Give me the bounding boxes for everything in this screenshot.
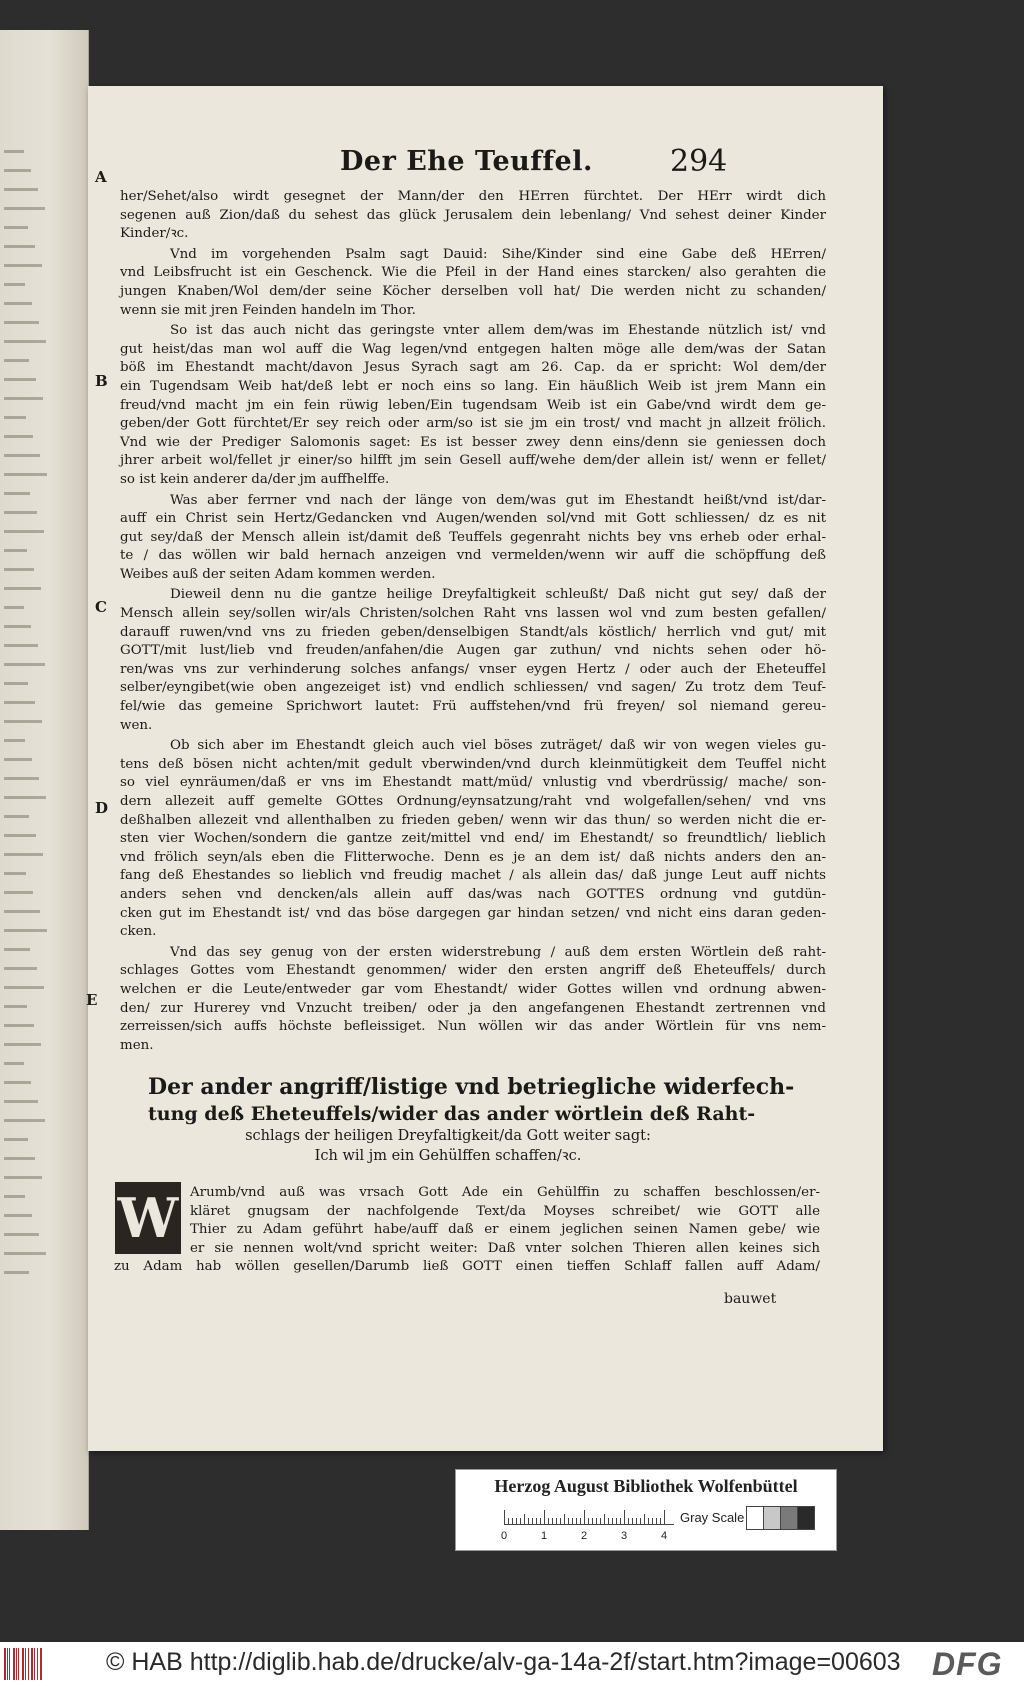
margin-marker-e: E <box>86 991 98 1009</box>
ruler-tick <box>536 1518 537 1524</box>
text-line: kläret gnugsam der nachfolgende Text/da Moyses schreibet/ wie GOTT alle <box>190 1203 820 1219</box>
ghost-text-stroke <box>4 948 30 951</box>
text-line: Mensch allein sey/sollen wir/als Christen/solchen Raht vns lassen wol vnd zum besten gefallen/ <box>120 606 826 622</box>
ghost-text-stroke <box>4 473 47 476</box>
ghost-text-stroke <box>4 530 44 533</box>
ruler-tick <box>660 1518 661 1524</box>
text-line: Weibes auß der seiten Adam kommen werden. <box>120 566 436 582</box>
ruler-tick <box>592 1518 593 1524</box>
ghost-text-stroke <box>4 150 24 153</box>
ruler-tick <box>608 1518 609 1524</box>
ruler-tick <box>588 1518 589 1524</box>
dfg-logo: DFG <box>932 1646 1003 1682</box>
paragraph <box>120 492 826 585</box>
barcode-stripe <box>25 1648 26 1680</box>
paragraph <box>120 246 826 320</box>
text-line: sten vier Wochen/sondern die gantze zeit/mittel vnd end/ im Ehestandt/ so freundtlich/ lieblich <box>120 831 826 847</box>
color-calibration-bar <box>455 1469 837 1551</box>
text-line: selber/eyngibet(wie oben angezeiget ist) vnd endlich schliessen/ vnd sagen/ Zu trotz dem Teuf- <box>120 680 826 696</box>
text-line: dern allezeit auff gemelte GOttes Ordnung/eynsatzung/raht vnd wolgefallen/sehen/ vnd vns <box>120 794 826 809</box>
ghost-text-stroke <box>4 663 45 666</box>
ruler-tick <box>632 1518 633 1524</box>
ghost-text-stroke <box>4 264 42 267</box>
ghost-text-stroke <box>4 910 40 913</box>
ghost-text-stroke <box>4 1043 41 1046</box>
ghost-text-stroke <box>4 872 26 875</box>
ruler-tick <box>544 1510 545 1524</box>
ghost-text-stroke <box>4 1195 25 1198</box>
ghost-text-stroke <box>4 1100 38 1103</box>
margin-marker-a: A <box>95 168 107 186</box>
ghost-text-stroke <box>4 1214 32 1217</box>
barcode-stripe <box>9 1648 10 1680</box>
scale-ruler <box>504 1508 674 1525</box>
text-line: darauff ruwen/vnd vns zu frieden geben/denselbigen Standt/als köstlich/ herrlich vnd gut/ mit <box>120 624 826 640</box>
barcode-stripe <box>13 1648 15 1680</box>
ghost-text-stroke <box>4 169 31 172</box>
running-head: Der Ehe Teuffel. <box>340 146 593 177</box>
ruler-tick <box>508 1518 509 1524</box>
barcode-stripe <box>7 1648 8 1680</box>
ruler-tick <box>584 1510 585 1524</box>
ghost-text-stroke <box>4 1233 39 1236</box>
gray-scale-label: Gray Scale <box>680 1510 745 1525</box>
text-line: men. <box>120 1037 154 1053</box>
text-line: schlages Gottes vom Ehestandt genommen/ wider den ersten angriff deß Eheteuffels/ durch <box>120 963 826 979</box>
scale-number: 2 <box>581 1530 588 1542</box>
ghost-text-stroke <box>4 1005 27 1008</box>
scale-number: 4 <box>661 1530 668 1542</box>
barcode-icon <box>4 1648 44 1680</box>
ghost-text-stroke <box>4 1138 28 1141</box>
barcode-stripe <box>4 1648 6 1680</box>
scale-number: 3 <box>621 1530 628 1542</box>
ghost-text-stroke <box>4 796 46 799</box>
ruler-tick <box>604 1514 605 1524</box>
ruler-tick <box>512 1518 513 1524</box>
section-text <box>114 1184 820 1277</box>
text-line: zu Adam hab wöllen gesellen/Darumb ließ GOTT einen tieffen Schlaff fallen auff Adam/ <box>114 1259 820 1275</box>
ruler-tick <box>648 1518 649 1524</box>
paragraph <box>120 586 826 735</box>
text-line: Vnd wie der Prediger Salomonis saget: Es ist besser zwey denn eins/denn sie geniessen doch <box>120 434 826 450</box>
adjacent-page-edge <box>0 30 89 1530</box>
ghost-text-stroke <box>4 1271 29 1274</box>
ghost-text-stroke <box>4 739 25 742</box>
ghost-text-stroke <box>4 226 28 229</box>
ghost-text-stroke <box>4 245 35 248</box>
paragraph <box>120 322 826 489</box>
ghost-text-stroke <box>4 188 38 191</box>
barcode-stripe <box>28 1648 29 1680</box>
ruler-tick <box>600 1518 601 1524</box>
body-text <box>120 188 826 1057</box>
text-line: zerreissen/sich auffs höchste befleissiget. Nun wöllen wir das ander Wörtlein für vns nem- <box>120 1019 826 1035</box>
gray-swatch <box>797 1506 815 1530</box>
heading-line-2: tung deß Eheteuffels/wider das ander wörtlein deß Raht- <box>148 1103 756 1125</box>
text-line: GOTT/mit lust/lieb vnd freuden/anfahen/die Augen gar zuthun/ vnd nichts sehen oder hö- <box>120 643 826 659</box>
ghost-text-stroke <box>4 625 31 628</box>
text-line: Arumb/vnd auß was vrsach Gott Ade ein Gehülffin zu schaffen beschlossen/er- <box>190 1185 820 1200</box>
ruler-tick <box>504 1510 505 1524</box>
ruler-tick <box>656 1518 657 1524</box>
ghost-text-stroke <box>4 853 43 856</box>
text-line: welchen er die Leute/entweder gar vom Ehestandt/ wider Gottes willen vnd ordnung abwen- <box>120 981 826 997</box>
gray-swatch <box>763 1506 781 1530</box>
ruler-tick <box>520 1518 521 1524</box>
text-line: Vnd im vorgehenden Psalm sagt Dauid: Sihe/Kinder sind eine Gabe deß HErren/ <box>170 246 826 262</box>
ghost-text-stroke <box>4 1062 24 1065</box>
ruler-tick <box>572 1518 573 1524</box>
heading-line-3: schlags der heiligen Dreyfaltigkeit/da Gott weiter sagt: <box>245 1128 651 1144</box>
text-line: gut sey/daß der Mensch allein ist/damit deß Teuffels gegenraht nichts bey vns erheb oder erhal- <box>120 529 826 545</box>
text-line: deßhalben allezeit vnd allenthalben zu frieden geben/ wenn wir das thun/ so werden nicht die er- <box>120 812 826 828</box>
ruler-tick <box>616 1518 617 1524</box>
ghost-text-stroke <box>4 359 29 362</box>
text-line: vnd Leibsfrucht ist ein Geschenck. Wie die Pfeil in der Hand eines starcken/ also gerahten die <box>120 265 826 281</box>
text-line: cken gut im Ehestandt ist/ vnd das böse dargegen gar hindan setzen/ vnd nicht eins daran geden- <box>120 905 826 921</box>
ruler-tick <box>652 1518 653 1524</box>
text-line: So ist das auch nicht das geringste vnter allem dem/was im Ehestande nützlich ist/ vnd <box>170 323 826 339</box>
text-line: gut heist/das man wol auff die Wag legen/vnd entgegen halten möge alle dem/was der Satan <box>120 341 826 357</box>
ghost-text-stroke <box>4 644 38 647</box>
gray-swatch <box>780 1506 798 1530</box>
ghost-text-stroke <box>4 549 27 552</box>
ghost-text-stroke <box>4 891 33 894</box>
ruler-tick <box>528 1518 529 1524</box>
text-line: te / das wöllen wir bald hernach anzeigen vnd vermelden/wenn wir auff die schöpffung deß <box>120 548 826 564</box>
text-line: tens deß bösen nicht achten/mit gedult vberwinden/vnd durch kleinmütigkeit dem Teuffel nicht <box>120 756 826 772</box>
scale-number: 0 <box>501 1530 508 1542</box>
ghost-text-stroke <box>4 283 25 286</box>
text-line: ein Tugendsam Weib hat/deß lebt er noch eins so lang. Ein häußlich Weib ist jrem Mann ein <box>120 378 826 394</box>
ghost-text-stroke <box>4 834 36 837</box>
ghost-text-stroke <box>4 321 39 324</box>
text-line: fang deß Ehestandes so lieblich vnd freudig machet / als allein das/ daß junge Leut auff nichts <box>120 868 826 884</box>
text-line: geben/der Gott fürchtet/Er sey reich oder arm/so ist sie jm ein trost/ vnd macht jn allzeit frölich. <box>120 416 826 432</box>
margin-marker-c: C <box>95 598 107 616</box>
barcode-stripe <box>18 1648 19 1680</box>
text-line: Dieweil denn nu die gantze heilige Dreyfaltigkeit schleußt/ Daß nicht gut sey/ daß der <box>170 587 826 603</box>
document-page <box>88 86 883 1451</box>
heading-line-4: Ich wil jm ein Gehülffen schaffen/ꝛc. <box>314 1148 582 1164</box>
text-line: ren/was vns zur verhinderung solches anfangs/ vnser eygen Hertz / oder auch der Eheteuffel <box>120 661 826 677</box>
ghost-text-stroke <box>4 340 46 343</box>
ruler-tick <box>644 1514 645 1524</box>
text-line: cken. <box>120 924 157 940</box>
paragraph <box>120 944 826 1056</box>
ruler-tick <box>596 1518 597 1524</box>
ghost-text-stroke <box>4 492 30 495</box>
section-heading <box>148 1072 795 1166</box>
text-line: auff ein Christ sein Hertz/Gedancken vnd Augen/wenden sol/vnd mit Gott schliessen/ dz es nit <box>120 511 826 527</box>
ghost-text-stroke <box>4 777 39 780</box>
text-line: vnd frölich seyn/als eben die Flitterwoche. Denn es je an dem ist/ daß nichts anders den an- <box>120 849 826 865</box>
source-url[interactable]: © HAB http://diglib.hab.de/drucke/alv-ga-14a-2f/start.htm?image=00603 <box>106 1648 901 1676</box>
ghost-text-stroke <box>4 302 32 305</box>
barcode-stripe <box>40 1648 42 1680</box>
gray-swatch <box>746 1506 764 1530</box>
ruler-tick <box>620 1518 621 1524</box>
ghost-text-stroke <box>4 1119 45 1122</box>
ruler-tick <box>532 1518 533 1524</box>
heading-line-1: Der ander angriff/listige vnd betriegliche widerfech- <box>148 1074 795 1100</box>
ruler-tick <box>576 1518 577 1524</box>
text-line: jhrer arbeit wol/fellet jr einer/so hilfft jm sein Gesell auff/wehe dem/der allein ist/ wenn er fellet/ <box>120 453 826 469</box>
barcode-stripe <box>34 1648 35 1680</box>
ruler-tick <box>628 1518 629 1524</box>
text-line: so ist kein anderer da/der jm auffhelffe. <box>120 471 390 487</box>
text-line: anders sehen vnd dencken/als allein auff das/was nach GOTTES ordnung vnd gutdün- <box>120 886 826 902</box>
ghost-text-stroke <box>4 720 42 723</box>
text-line: segenen auß Zion/daß du sehest das glück Jerusalem dein lebenlang/ Vnd sehest deiner Kinder <box>120 207 826 223</box>
colorbar-title: Herzog August Bibliothek Wolfenbüttel <box>494 1476 798 1496</box>
decorated-initial: W <box>115 1182 181 1254</box>
text-line: Ob sich aber im Ehestandt gleich auch viel böses zuträget/ daß wir von wegen vieles gu- <box>170 738 826 754</box>
text-line: Thier zu Adam geführt habe/auff daß er einem jeglichen seinen Namen gebe/ wie <box>190 1222 820 1238</box>
ghost-text-stroke <box>4 1024 34 1027</box>
paragraph <box>120 188 826 244</box>
text-line: wenn sie mit jren Feinden handeln im Thor. <box>120 302 416 318</box>
ruler-tick <box>640 1518 641 1524</box>
footer-bar <box>0 1642 1024 1686</box>
paragraph <box>120 737 826 942</box>
ruler-tick <box>560 1518 561 1524</box>
text-line: her/Sehet/also wirdt gesegnet der Mann/der den HErren fürchtet. Der HErr wirdt dich <box>120 189 826 204</box>
ghost-text-stroke <box>4 758 32 761</box>
ruler-tick <box>556 1518 557 1524</box>
ghost-text-stroke <box>4 1252 46 1255</box>
ghost-text-stroke <box>4 587 41 590</box>
ghost-text-stroke <box>4 207 45 210</box>
ruler-tick <box>540 1518 541 1524</box>
ruler-tick <box>548 1518 549 1524</box>
margin-marker-b: B <box>95 372 108 390</box>
ghost-text-stroke <box>4 967 37 970</box>
ghost-text-stroke <box>4 929 47 932</box>
text-line: er sie nennen wolt/vnd spricht weiter: Daß vnter solchen Thieren allen keines sich <box>190 1240 820 1256</box>
ghost-text-stroke <box>4 397 43 400</box>
margin-marker-d: D <box>95 799 109 817</box>
scale-number: 1 <box>541 1530 548 1542</box>
ghost-text-stroke <box>4 435 33 438</box>
text-line: böß im Ehestandt macht/davon Jesus Syrach sagt am 26. Cap. da er spricht: Wol dem/der <box>120 360 826 376</box>
ruler-tick <box>636 1518 637 1524</box>
ruler-tick <box>516 1518 517 1524</box>
ghost-text-stroke <box>4 454 40 457</box>
ruler-tick <box>568 1518 569 1524</box>
text-line: freud/vnd macht jm ein fein rüwig leben/Ein tugendsam Weib ist ein Gabe/vnd wirdt dem ge- <box>120 397 826 413</box>
ghost-text-stroke <box>4 1157 35 1160</box>
ghost-text-stroke <box>4 606 24 609</box>
text-line: fel/wie das gemeine Sprichwort lautet: Frü auffstehen/vnd frü freyen/ sol niemand gereu- <box>120 699 826 715</box>
ruler-tick <box>564 1514 565 1524</box>
ghost-text-stroke <box>4 1081 31 1084</box>
ghost-text-stroke <box>4 416 26 419</box>
barcode-stripe <box>31 1648 33 1680</box>
ghost-text-stroke <box>4 701 35 704</box>
text-line: jungen Knaben/Wol dem/der seine Köcher derselben voll hat/ Die werden nicht zu schanden/ <box>120 283 826 299</box>
ghost-text-stroke <box>4 511 37 514</box>
ruler-tick <box>552 1518 553 1524</box>
catchword: bauwet <box>724 1291 777 1307</box>
ruler-tick <box>580 1518 581 1524</box>
ruler-tick <box>612 1518 613 1524</box>
ruler-tick <box>624 1510 625 1524</box>
ghost-text-stroke <box>4 378 36 381</box>
text-line: wen. <box>120 717 153 733</box>
barcode-stripe <box>22 1648 24 1680</box>
ruler-tick <box>664 1510 665 1524</box>
ghost-text-stroke <box>4 815 29 818</box>
text-line: Vnd das sey genug von der ersten widerstrebung / auß dem ersten Wörtlein deß raht- <box>170 944 826 960</box>
ghost-text-stroke <box>4 1176 42 1179</box>
folio-number: 294 <box>670 144 728 179</box>
ruler-tick <box>524 1514 525 1524</box>
text-line: Kinder/ꝛc. <box>120 226 189 242</box>
ghost-text-stroke <box>4 568 34 571</box>
text-line: den/ zur Hurerey vnd Vnzucht treiben/ oder ja den angefangenen Ehestandt zertrennen vnd <box>120 1000 826 1016</box>
barcode-stripe <box>16 1648 17 1680</box>
text-line: Was aber ferrner vnd nach der länge von dem/was gut im Ehestandt heißt/vnd ist/dar- <box>170 492 826 508</box>
text-line: so viel eynräumen/daß er vns im Ehestandt matt/müd/ vnlustig vnd vberdrüssig/ mache/ son- <box>120 775 826 791</box>
ghost-text-stroke <box>4 986 44 989</box>
barcode-stripe <box>37 1648 38 1680</box>
ghost-text-stroke <box>4 682 28 685</box>
